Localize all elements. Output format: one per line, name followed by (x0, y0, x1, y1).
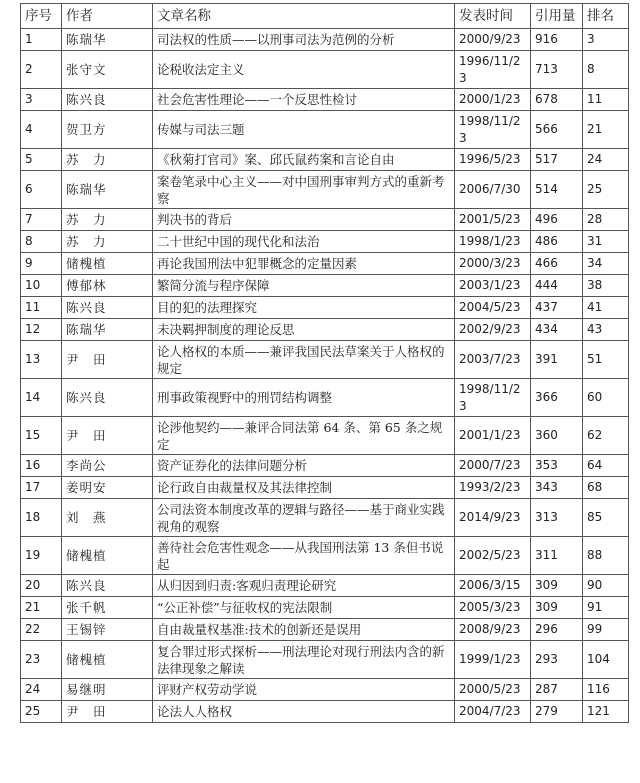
citation-count: 360 (531, 417, 583, 455)
rank-cell: 85 (583, 499, 629, 537)
article-title: 论法人人格权 (153, 701, 455, 723)
row-number: 23 (21, 641, 62, 679)
rank-cell: 88 (583, 537, 629, 575)
table-header-row (21, 4, 629, 29)
citation-count: 444 (531, 275, 583, 297)
publish-date: 2000/7/23 (455, 455, 531, 477)
author-cell: 张守文 (62, 51, 153, 89)
table-row (21, 575, 629, 597)
article-title: 复合罪过形式探析——刑法理论对现行刑法内含的新法律现象之解读 (153, 641, 455, 679)
rank-cell: 51 (583, 341, 629, 379)
table-row (21, 499, 629, 537)
article-title: 传媒与司法三题 (153, 111, 455, 149)
table-row (21, 619, 629, 641)
row-number: 12 (21, 319, 62, 341)
row-number: 20 (21, 575, 62, 597)
publish-date: 1993/2/23 (455, 477, 531, 499)
citation-count: 434 (531, 319, 583, 341)
row-number: 16 (21, 455, 62, 477)
article-title: 论税收法定主义 (153, 51, 455, 89)
table-row (21, 89, 629, 111)
author-cell: 陈瑞华 (62, 171, 153, 209)
table-row (21, 379, 629, 417)
author-cell: 尹 田 (62, 701, 153, 723)
rank-cell: 64 (583, 455, 629, 477)
author-cell: 陈兴良 (62, 379, 153, 417)
row-number: 24 (21, 679, 62, 701)
citation-count: 437 (531, 297, 583, 319)
publish-date: 2000/5/23 (455, 679, 531, 701)
row-number: 18 (21, 499, 62, 537)
citation-count: 293 (531, 641, 583, 679)
citation-count: 496 (531, 209, 583, 231)
author-cell: 储槐植 (62, 253, 153, 275)
citation-count: 916 (531, 29, 583, 51)
publish-date: 2003/7/23 (455, 341, 531, 379)
publish-date: 2006/3/15 (455, 575, 531, 597)
publish-date: 2004/5/23 (455, 297, 531, 319)
citation-count: 343 (531, 477, 583, 499)
article-title: 社会危害性理论——一个反思性检讨 (153, 89, 455, 111)
rank-cell: 121 (583, 701, 629, 723)
rank-cell: 104 (583, 641, 629, 679)
publish-date: 2002/5/23 (455, 537, 531, 575)
article-title: 案卷笔录中心主义——对中国刑事审判方式的重新考察 (153, 171, 455, 209)
article-title: 资产证券化的法律问题分析 (153, 455, 455, 477)
row-number: 9 (21, 253, 62, 275)
table-row (21, 297, 629, 319)
author-cell: 刘 燕 (62, 499, 153, 537)
table-row (21, 149, 629, 171)
row-number: 21 (21, 597, 62, 619)
author-cell: 苏 力 (62, 231, 153, 253)
row-number: 4 (21, 111, 62, 149)
publish-date: 2008/9/23 (455, 619, 531, 641)
row-number: 19 (21, 537, 62, 575)
table-row (21, 341, 629, 379)
article-title: 公司法资本制度改革的逻辑与路径——基于商业实践视角的观察 (153, 499, 455, 537)
article-title: 论涉他契约——兼评合同法第 64 条、第 65 条之规定 (153, 417, 455, 455)
author-cell: 苏 力 (62, 209, 153, 231)
table-row (21, 209, 629, 231)
author-cell: 陈瑞华 (62, 319, 153, 341)
citation-count: 566 (531, 111, 583, 149)
publish-date: 1998/11/23 (455, 379, 531, 417)
rank-cell: 24 (583, 149, 629, 171)
row-number: 13 (21, 341, 62, 379)
author-cell: 陈兴良 (62, 89, 153, 111)
rank-cell: 3 (583, 29, 629, 51)
row-number: 22 (21, 619, 62, 641)
author-cell: 储槐植 (62, 641, 153, 679)
row-number: 6 (21, 171, 62, 209)
author-cell: 尹 田 (62, 341, 153, 379)
citation-count: 366 (531, 379, 583, 417)
author-cell: 陈瑞华 (62, 29, 153, 51)
publish-date: 2001/1/23 (455, 417, 531, 455)
author-cell: 苏 力 (62, 149, 153, 171)
rank-cell: 43 (583, 319, 629, 341)
header-cites: 引用量 (531, 4, 583, 29)
table-row (21, 477, 629, 499)
article-title: 再论我国刑法中犯罪概念的定量因素 (153, 253, 455, 275)
citation-count: 678 (531, 89, 583, 111)
rank-cell: 28 (583, 209, 629, 231)
table-row (21, 171, 629, 209)
article-title: 论人格权的本质——兼评我国民法草案关于人格权的规定 (153, 341, 455, 379)
table-row (21, 275, 629, 297)
table-row (21, 51, 629, 89)
table-row (21, 253, 629, 275)
author-cell: 陈兴良 (62, 297, 153, 319)
row-number: 10 (21, 275, 62, 297)
rank-cell: 99 (583, 619, 629, 641)
row-number: 17 (21, 477, 62, 499)
publish-date: 2000/9/23 (455, 29, 531, 51)
rank-cell: 25 (583, 171, 629, 209)
row-number: 1 (21, 29, 62, 51)
publish-date: 2006/7/30 (455, 171, 531, 209)
author-cell: 尹 田 (62, 417, 153, 455)
table-row (21, 597, 629, 619)
rank-cell: 91 (583, 597, 629, 619)
article-title: 从归因到归责:客观归责理论研究 (153, 575, 455, 597)
citation-count: 486 (531, 231, 583, 253)
publish-date: 2000/3/23 (455, 253, 531, 275)
citation-count: 309 (531, 575, 583, 597)
article-title: 《秋菊打官司》案、邱氏鼠药案和言论自由 (153, 149, 455, 171)
table-row (21, 537, 629, 575)
rank-cell: 38 (583, 275, 629, 297)
rank-cell: 31 (583, 231, 629, 253)
article-title: 判决书的背后 (153, 209, 455, 231)
header-rank: 排名 (583, 4, 629, 29)
author-cell: 姜明安 (62, 477, 153, 499)
author-cell: 李尚公 (62, 455, 153, 477)
publish-date: 1996/5/23 (455, 149, 531, 171)
citation-count: 517 (531, 149, 583, 171)
article-title: 二十世纪中国的现代化和法治 (153, 231, 455, 253)
citation-count: 296 (531, 619, 583, 641)
publish-date: 2001/5/23 (455, 209, 531, 231)
citation-count: 279 (531, 701, 583, 723)
row-number: 7 (21, 209, 62, 231)
article-title: 自由裁量权基准:技术的创新还是误用 (153, 619, 455, 641)
publish-date: 2002/9/23 (455, 319, 531, 341)
citation-count: 311 (531, 537, 583, 575)
header-no: 序号 (21, 4, 62, 29)
publish-date: 2014/9/23 (455, 499, 531, 537)
article-title: 善待社会危害性观念——从我国刑法第 13 条但书说起 (153, 537, 455, 575)
article-title: 繁简分流与程序保障 (153, 275, 455, 297)
author-cell: 陈兴良 (62, 575, 153, 597)
row-number: 11 (21, 297, 62, 319)
author-cell: 傅郁林 (62, 275, 153, 297)
publish-date: 2005/3/23 (455, 597, 531, 619)
citation-count: 391 (531, 341, 583, 379)
header-date: 发表时间 (455, 4, 531, 29)
rank-cell: 34 (583, 253, 629, 275)
publish-date: 2000/1/23 (455, 89, 531, 111)
article-title: 司法权的性质——以刑事司法为范例的分析 (153, 29, 455, 51)
rank-cell: 62 (583, 417, 629, 455)
citation-count: 313 (531, 499, 583, 537)
citation-count: 287 (531, 679, 583, 701)
publish-date: 2003/1/23 (455, 275, 531, 297)
row-number: 2 (21, 51, 62, 89)
rank-cell: 8 (583, 51, 629, 89)
author-cell: 易继明 (62, 679, 153, 701)
publish-date: 1998/1/23 (455, 231, 531, 253)
article-title: 未决羁押制度的理论反思 (153, 319, 455, 341)
article-title: 刑事政策视野中的刑罚结构调整 (153, 379, 455, 417)
row-number: 8 (21, 231, 62, 253)
table-row (21, 417, 629, 455)
row-number: 14 (21, 379, 62, 417)
table-row (21, 455, 629, 477)
citation-count: 353 (531, 455, 583, 477)
rank-cell: 68 (583, 477, 629, 499)
author-cell: 贺卫方 (62, 111, 153, 149)
publish-date: 2004/7/23 (455, 701, 531, 723)
row-number: 5 (21, 149, 62, 171)
author-cell: 储槐植 (62, 537, 153, 575)
table-row (21, 231, 629, 253)
citation-count: 713 (531, 51, 583, 89)
article-title: 论行政自由裁量权及其法律控制 (153, 477, 455, 499)
header-author: 作者 (62, 4, 153, 29)
table-row (21, 319, 629, 341)
citation-count: 514 (531, 171, 583, 209)
citation-ranking-table (20, 3, 629, 723)
author-cell: 张千帆 (62, 597, 153, 619)
publish-date: 1996/11/23 (455, 51, 531, 89)
row-number: 25 (21, 701, 62, 723)
author-cell: 王锡锌 (62, 619, 153, 641)
row-number: 15 (21, 417, 62, 455)
citation-count: 466 (531, 253, 583, 275)
table-row (21, 679, 629, 701)
table-row (21, 701, 629, 723)
publish-date: 1998/11/23 (455, 111, 531, 149)
rank-cell: 90 (583, 575, 629, 597)
citation-count: 309 (531, 597, 583, 619)
table-body (21, 29, 629, 723)
rank-cell: 21 (583, 111, 629, 149)
article-title: 目的犯的法理探究 (153, 297, 455, 319)
rank-cell: 60 (583, 379, 629, 417)
article-title: 评财产权劳动学说 (153, 679, 455, 701)
article-title: “公正补偿”与征收权的宪法限制 (153, 597, 455, 619)
table-row (21, 111, 629, 149)
rank-cell: 116 (583, 679, 629, 701)
header-title: 文章名称 (153, 4, 455, 29)
rank-cell: 11 (583, 89, 629, 111)
table-row (21, 29, 629, 51)
rank-cell: 41 (583, 297, 629, 319)
row-number: 3 (21, 89, 62, 111)
table-row (21, 641, 629, 679)
publish-date: 1999/1/23 (455, 641, 531, 679)
